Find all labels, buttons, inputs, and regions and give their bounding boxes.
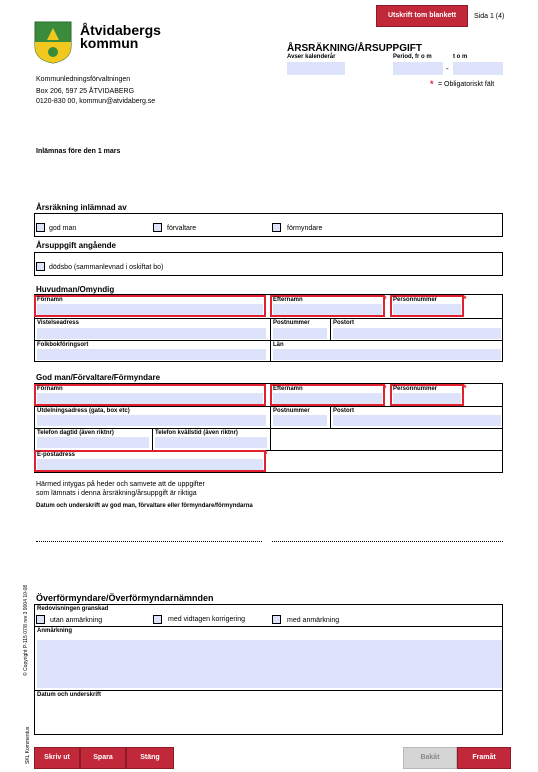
guardian-phone-eve-label: Telefon kvällstid (även riktnr) [155,430,238,436]
certify-text-line1: Härmed intygas på heder och samvete att de uppgifter [36,481,205,488]
period-from-label: Period, fr o m [393,54,432,60]
principal-registry-field[interactable] [37,349,266,360]
label-god-man: god man [49,225,77,232]
principal-address-field[interactable] [37,328,266,339]
dept-name: Kommunledningsförvaltningen [36,76,131,83]
checkbox-formyndare[interactable] [272,223,281,232]
guardian-id-field[interactable] [393,393,461,404]
guardian-email-field[interactable] [37,459,263,470]
required-star-icon: * [383,294,387,304]
label-with-remark: med anmärkning [287,617,340,624]
guardian-last-name-field[interactable] [273,393,382,404]
signature-line-2[interactable] [272,541,503,542]
period-dash: - [446,64,449,73]
principal-postcode-label: Postnummer [273,320,310,326]
label-formyndare: förmyndare [287,225,323,232]
principal-first-name-label: Förnamn [37,297,63,303]
principal-id-label: Personnummer [393,297,438,303]
label-with-correction: med vidtagen korrigering [168,616,246,623]
board-sign-label: Datum och underskrift [37,692,102,698]
signature-line-1[interactable] [36,541,262,542]
period-from-field[interactable] [393,62,443,75]
page-label: Sida 1 (4) [474,13,505,20]
principal-address-label: Vistelseadress [37,320,79,326]
checkbox-no-remark[interactable] [36,615,45,624]
guardian-email-label: E-postadress [37,452,76,458]
principal-city-label: Postort [333,320,354,326]
org-name [80,24,161,50]
guardian-last-name-label: Efternamn [273,386,303,392]
publisher-text: SKL Kommentus [25,726,31,764]
period-to-label: t o m [453,54,468,60]
board-sign-field[interactable] [37,701,502,733]
guardian-first-name-field[interactable] [37,393,263,404]
required-note: = Obligatoriskt fält [438,81,495,88]
guardian-city-label: Postort [333,408,354,414]
annual-info-heading: Årsuppgift angående [36,241,117,250]
label-dodsbo: dödsbo (sammanlevnad i oskiftat bo) [49,264,164,271]
submit-deadline: Inlämnas före den 1 mars [36,148,121,155]
label-no-remark: utan anmärkning [50,617,103,624]
form-title: ÅRSRÄKNING/ÅRSUPPGIFT [287,43,423,54]
required-star-icon: * [463,383,467,393]
certify-text-line2: som lämnats i denna årsräkning/årsuppgift är riktiga [36,490,197,497]
checkbox-forvaltare[interactable] [153,223,162,232]
submitted-by-heading: Årsräkning inlämnad av [36,203,127,212]
year-field[interactable] [287,62,345,75]
copyright-text: © Copyright P-115 07/8 rev 3 9004 10-08 [23,584,29,676]
principal-county-field[interactable] [273,349,501,360]
guardian-city-field[interactable] [333,415,501,426]
required-star-icon: * [430,79,434,89]
board-review-label: Redovisningen granskad [37,606,109,612]
required-star-icon: * [383,383,387,393]
guardian-phone-eve-field[interactable] [155,437,267,448]
org-name-line2: kommun [80,35,139,51]
submitted-by-box [34,213,503,237]
print-blank-button[interactable]: Utskrift tom blankett [376,5,468,27]
save-button[interactable]: Spara [80,747,126,769]
principal-county-label: Län [273,342,284,348]
board-remark-label: Anmärkning [37,628,73,634]
principal-last-name-field[interactable] [273,304,382,315]
checkbox-god-man[interactable] [36,223,45,232]
principal-registry-label: Folkbokföringsort [37,342,89,348]
principal-city-field[interactable] [333,328,501,339]
guardian-heading: God man/Förvaltare/Förmyndare [36,373,161,382]
principal-last-name-label: Efternamn [273,297,303,303]
print-button[interactable]: Skriv ut [34,747,80,769]
label-forvaltare: förvaltare [167,225,197,232]
principal-postcode-field[interactable] [273,328,327,339]
forward-button[interactable]: Framåt [457,747,511,769]
board-heading: Överförmyndare/Överförmyndarnämnden [36,593,214,603]
coat-of-arms-icon [33,20,73,64]
checkbox-with-correction[interactable] [153,615,162,624]
guardian-postcode-field[interactable] [273,415,327,426]
back-button[interactable]: Bakåt [403,747,457,769]
checkbox-dodsbo[interactable] [36,262,45,271]
required-star-icon: * [463,294,467,304]
board-remark-field[interactable] [37,640,502,688]
principal-heading: Huvudman/Omyndig [36,285,115,294]
period-to-field[interactable] [453,62,503,75]
guardian-first-name-label: Förnamn [37,386,63,392]
guardian-id-label: Personnummer [393,386,438,392]
certify-sign-label: Datum och underskrift av god man, förvaltare eller förmyndare/förmyndarna [36,503,253,509]
required-star-icon: * [264,449,268,459]
dept-address: Box 206, 597 25 ÅTVIDABERG [36,88,135,95]
principal-first-name-field[interactable] [37,304,263,315]
principal-id-field[interactable] [393,304,461,315]
guardian-address-label: Utdelningsadress (gata, box etc) [37,408,130,414]
close-button[interactable]: Stäng [126,747,174,769]
guardian-address-field[interactable] [37,415,266,426]
guardian-phone-day-label: Telefon dagtid (även riktnr) [37,430,114,436]
guardian-phone-day-field[interactable] [37,437,149,448]
municipality-logo [33,20,73,64]
year-label: Avser kalenderår [287,54,336,60]
checkbox-with-remark[interactable] [272,615,281,624]
dept-contact: 0120-830 00, kommun@atvidaberg.se [36,98,156,105]
org-name-line1: Åtvidabergs [80,22,161,38]
guardian-postcode-label: Postnummer [273,408,310,414]
